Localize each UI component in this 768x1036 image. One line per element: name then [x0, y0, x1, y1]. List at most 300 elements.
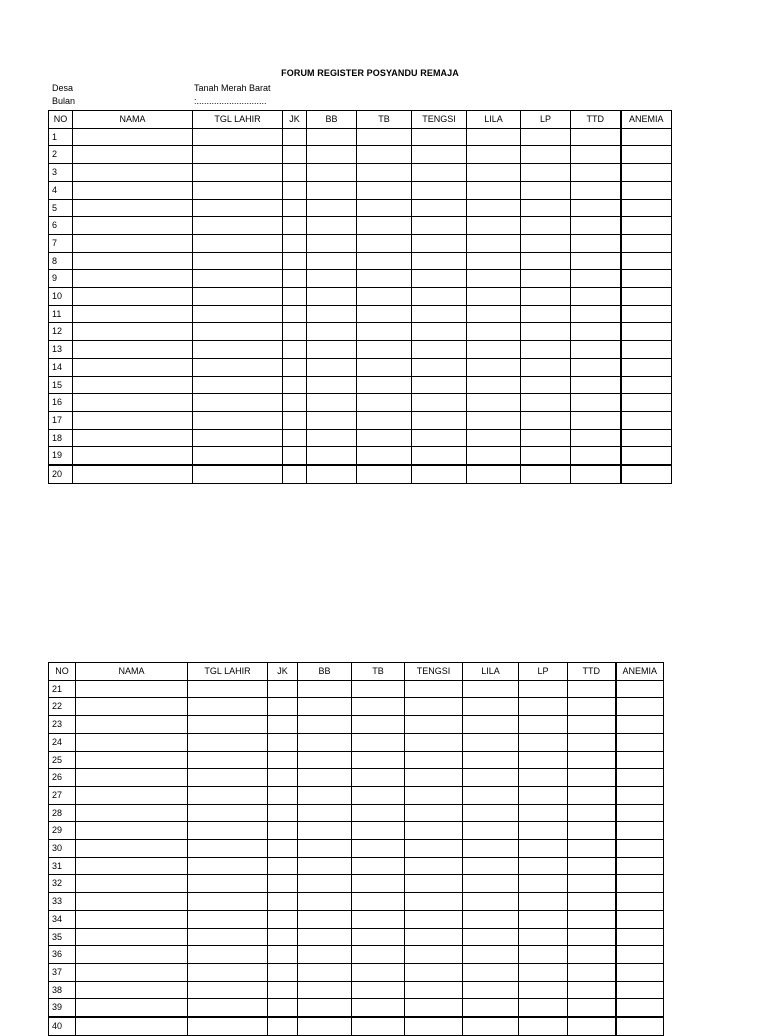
cell-anemia [616, 716, 664, 734]
cell-anemia [616, 963, 664, 981]
cell-lp [519, 698, 568, 716]
cell-lp [519, 716, 568, 734]
cell-tengsi [405, 928, 463, 946]
cell-tgl-lahir [193, 288, 283, 306]
cell-tgl-lahir [188, 733, 268, 751]
row-number: 5 [49, 199, 73, 217]
cell-lp [521, 252, 571, 270]
cell-bb [298, 840, 352, 858]
cell-tengsi [412, 429, 467, 447]
cell-lp [521, 358, 571, 376]
cell-tb [352, 946, 405, 964]
cell-nama [76, 786, 188, 804]
table-header-row [49, 111, 672, 129]
cell-anemia [616, 910, 664, 928]
cell-tengsi [405, 769, 463, 787]
table-row [49, 234, 672, 252]
cell-anemia [616, 946, 664, 964]
cell-anemia [621, 323, 672, 341]
cell-tengsi [412, 358, 467, 376]
cell-lp [519, 928, 568, 946]
cell-jk [268, 698, 298, 716]
cell-nama [76, 680, 188, 698]
row-number: 19 [49, 447, 73, 465]
cell-nama [73, 164, 193, 182]
table-row [49, 857, 664, 875]
cell-tb [357, 199, 412, 217]
table-row [49, 376, 672, 394]
row-number: 27 [49, 786, 76, 804]
cell-lila [467, 376, 521, 394]
cell-jk [283, 217, 307, 235]
cell-lila [463, 786, 519, 804]
cell-anemia [616, 1017, 664, 1035]
cell-tengsi [412, 341, 467, 359]
table-row [49, 910, 664, 928]
cell-tengsi [405, 963, 463, 981]
table-row [49, 840, 664, 858]
cell-anemia [621, 394, 672, 412]
cell-tengsi [412, 199, 467, 217]
cell-nama [73, 341, 193, 359]
cell-tb [352, 680, 405, 698]
bulan-label: Bulan [52, 96, 76, 106]
cell-tgl-lahir [193, 429, 283, 447]
cell-tb [357, 376, 412, 394]
cell-lp [519, 769, 568, 787]
cell-jk [283, 323, 307, 341]
cell-ttd [571, 376, 621, 394]
row-number: 10 [49, 288, 73, 306]
cell-lp [519, 733, 568, 751]
cell-tengsi [405, 716, 463, 734]
row-number: 39 [49, 999, 76, 1017]
table-row [49, 716, 664, 734]
column-header-tengsi: TENGSI [405, 663, 463, 681]
row-number: 9 [49, 270, 73, 288]
cell-tengsi [405, 840, 463, 858]
cell-anemia [621, 252, 672, 270]
cell-tgl-lahir [188, 893, 268, 911]
cell-tgl-lahir [193, 447, 283, 465]
cell-ttd [568, 733, 616, 751]
cell-jk [268, 928, 298, 946]
cell-jk [283, 128, 307, 146]
cell-jk [268, 999, 298, 1017]
cell-nama [76, 822, 188, 840]
cell-tengsi [405, 1017, 463, 1035]
cell-tb [357, 288, 412, 306]
cell-jk [283, 181, 307, 199]
cell-bb [298, 946, 352, 964]
table-row [49, 893, 664, 911]
column-header-anemia: ANEMIA [621, 111, 672, 129]
cell-nama [76, 769, 188, 787]
cell-anemia [621, 429, 672, 447]
cell-nama [73, 394, 193, 412]
cell-lila [463, 840, 519, 858]
cell-jk [283, 146, 307, 164]
cell-tgl-lahir [188, 751, 268, 769]
cell-tb [352, 786, 405, 804]
cell-ttd [568, 946, 616, 964]
desa-label: Desa [52, 83, 74, 93]
row-number: 18 [49, 429, 73, 447]
cell-anemia [616, 999, 664, 1017]
table-row [49, 358, 672, 376]
cell-bb [307, 465, 357, 483]
row-number: 15 [49, 376, 73, 394]
cell-tgl-lahir [188, 981, 268, 999]
table-row [49, 217, 672, 235]
cell-tb [357, 341, 412, 359]
cell-tgl-lahir [188, 804, 268, 822]
cell-nama [76, 928, 188, 946]
column-header-jk: JK [283, 111, 307, 129]
cell-jk [283, 199, 307, 217]
cell-jk [268, 680, 298, 698]
cell-bb [307, 288, 357, 306]
cell-tb [352, 875, 405, 893]
cell-ttd [568, 698, 616, 716]
cell-tgl-lahir [188, 769, 268, 787]
row-number: 13 [49, 341, 73, 359]
column-header-tgl-lahir: TGL LAHIR [188, 663, 268, 681]
register-table-2 [48, 662, 664, 1036]
column-header-tb: TB [352, 663, 405, 681]
cell-tgl-lahir [188, 840, 268, 858]
cell-bb [298, 804, 352, 822]
cell-lp [521, 323, 571, 341]
cell-tb [352, 1017, 405, 1035]
table-row [49, 305, 672, 323]
cell-jk [268, 751, 298, 769]
cell-tgl-lahir [193, 394, 283, 412]
row-number: 35 [49, 928, 76, 946]
cell-tengsi [405, 893, 463, 911]
cell-tengsi [412, 128, 467, 146]
cell-tb [352, 981, 405, 999]
cell-lp [521, 411, 571, 429]
cell-lila [467, 199, 521, 217]
cell-nama [73, 376, 193, 394]
cell-lp [519, 822, 568, 840]
cell-lila [463, 804, 519, 822]
cell-tengsi [405, 698, 463, 716]
cell-anemia [616, 680, 664, 698]
cell-ttd [568, 716, 616, 734]
cell-jk [283, 411, 307, 429]
cell-tgl-lahir [188, 857, 268, 875]
cell-tb [352, 857, 405, 875]
cell-tengsi [405, 857, 463, 875]
cell-nama [73, 199, 193, 217]
table-row [49, 323, 672, 341]
cell-tb [357, 429, 412, 447]
cell-tgl-lahir [188, 963, 268, 981]
cell-ttd [571, 305, 621, 323]
cell-lila [467, 394, 521, 412]
cell-tgl-lahir [188, 680, 268, 698]
cell-tengsi [412, 465, 467, 483]
cell-nama [76, 875, 188, 893]
cell-bb [298, 680, 352, 698]
cell-tb [352, 751, 405, 769]
row-number: 11 [49, 305, 73, 323]
table-row [49, 946, 664, 964]
cell-anemia [621, 128, 672, 146]
cell-bb [298, 822, 352, 840]
cell-tengsi [405, 875, 463, 893]
cell-nama [73, 323, 193, 341]
cell-lila [463, 928, 519, 946]
cell-jk [268, 910, 298, 928]
cell-bb [298, 875, 352, 893]
cell-ttd [571, 146, 621, 164]
cell-tb [352, 733, 405, 751]
cell-nama [76, 963, 188, 981]
cell-ttd [568, 751, 616, 769]
cell-tengsi [412, 305, 467, 323]
cell-nama [73, 270, 193, 288]
cell-nama [76, 698, 188, 716]
cell-lp [521, 128, 571, 146]
column-header-ttd: TTD [568, 663, 616, 681]
cell-lila [467, 181, 521, 199]
cell-ttd [568, 999, 616, 1017]
cell-anemia [621, 411, 672, 429]
cell-ttd [568, 1017, 616, 1035]
cell-lila [463, 946, 519, 964]
cell-tb [357, 305, 412, 323]
cell-tgl-lahir [188, 946, 268, 964]
row-number: 23 [49, 716, 76, 734]
cell-bb [307, 128, 357, 146]
cell-bb [307, 305, 357, 323]
cell-lila [463, 963, 519, 981]
table-row [49, 928, 664, 946]
column-header-lila: LILA [463, 663, 519, 681]
form-title: FORUM REGISTER POSYANDU REMAJA [281, 68, 459, 78]
cell-tb [352, 769, 405, 787]
table-row [49, 181, 672, 199]
cell-nama [73, 305, 193, 323]
row-number: 36 [49, 946, 76, 964]
table-row [49, 1017, 664, 1035]
cell-lp [521, 376, 571, 394]
cell-ttd [568, 822, 616, 840]
cell-tengsi [405, 804, 463, 822]
cell-tb [357, 217, 412, 235]
cell-lila [463, 698, 519, 716]
table-row [49, 981, 664, 999]
cell-lp [521, 181, 571, 199]
cell-tengsi [412, 217, 467, 235]
table-row [49, 680, 664, 698]
cell-bb [298, 1017, 352, 1035]
cell-lp [521, 429, 571, 447]
cell-tengsi [412, 376, 467, 394]
cell-anemia [616, 786, 664, 804]
cell-bb [298, 910, 352, 928]
cell-jk [283, 234, 307, 252]
cell-anemia [616, 893, 664, 911]
cell-tgl-lahir [188, 716, 268, 734]
row-number: 16 [49, 394, 73, 412]
cell-tengsi [412, 411, 467, 429]
cell-lp [521, 447, 571, 465]
cell-tb [352, 910, 405, 928]
table-row [49, 146, 672, 164]
cell-ttd [571, 252, 621, 270]
table-row [49, 128, 672, 146]
cell-lila [467, 429, 521, 447]
cell-jk [283, 447, 307, 465]
cell-lp [519, 1017, 568, 1035]
cell-jk [268, 840, 298, 858]
cell-anemia [621, 234, 672, 252]
cell-lp [519, 857, 568, 875]
cell-lila [467, 128, 521, 146]
column-header-anemia: ANEMIA [616, 663, 664, 681]
cell-lp [521, 305, 571, 323]
cell-ttd [568, 910, 616, 928]
cell-tengsi [412, 164, 467, 182]
cell-tengsi [405, 751, 463, 769]
table-row [49, 786, 664, 804]
cell-lila [467, 234, 521, 252]
cell-tengsi [412, 234, 467, 252]
table-row [49, 411, 672, 429]
cell-lila [463, 769, 519, 787]
table-row [49, 999, 664, 1017]
cell-tengsi [405, 981, 463, 999]
cell-lila [467, 217, 521, 235]
cell-bb [307, 376, 357, 394]
cell-lila [467, 323, 521, 341]
cell-tb [352, 963, 405, 981]
column-header-bb: BB [307, 111, 357, 129]
cell-ttd [571, 128, 621, 146]
cell-lila [463, 981, 519, 999]
cell-tgl-lahir [188, 928, 268, 946]
cell-ttd [568, 963, 616, 981]
cell-anemia [621, 199, 672, 217]
cell-lila [463, 680, 519, 698]
cell-tgl-lahir [193, 411, 283, 429]
cell-tengsi [405, 999, 463, 1017]
cell-nama [76, 946, 188, 964]
cell-tgl-lahir [188, 698, 268, 716]
cell-tb [357, 323, 412, 341]
cell-jk [283, 429, 307, 447]
row-number: 34 [49, 910, 76, 928]
cell-jk [283, 376, 307, 394]
cell-nama [73, 411, 193, 429]
cell-lp [519, 963, 568, 981]
cell-jk [268, 981, 298, 999]
cell-bb [307, 146, 357, 164]
table-row [49, 804, 664, 822]
row-number: 20 [49, 465, 73, 483]
cell-ttd [571, 288, 621, 306]
cell-nama [73, 358, 193, 376]
cell-tgl-lahir [193, 128, 283, 146]
table-header-row [49, 663, 664, 681]
cell-tengsi [412, 288, 467, 306]
table-row [49, 698, 664, 716]
cell-bb [298, 963, 352, 981]
row-number: 32 [49, 875, 76, 893]
cell-jk [268, 963, 298, 981]
row-number: 30 [49, 840, 76, 858]
cell-bb [298, 769, 352, 787]
row-number: 38 [49, 981, 76, 999]
cell-tb [357, 270, 412, 288]
cell-jk [283, 465, 307, 483]
cell-nama [76, 751, 188, 769]
row-number: 3 [49, 164, 73, 182]
cell-nama [73, 234, 193, 252]
cell-ttd [571, 429, 621, 447]
column-header-nama: NAMA [76, 663, 188, 681]
row-number: 26 [49, 769, 76, 787]
cell-jk [283, 305, 307, 323]
cell-anemia [616, 840, 664, 858]
cell-bb [307, 270, 357, 288]
column-header-lp: LP [521, 111, 571, 129]
cell-bb [298, 751, 352, 769]
cell-tb [357, 447, 412, 465]
cell-nama [73, 429, 193, 447]
desa-value: Tanah Merah Barat [194, 83, 271, 93]
cell-lila [463, 751, 519, 769]
cell-lila [467, 447, 521, 465]
cell-bb [307, 394, 357, 412]
table-row [49, 252, 672, 270]
cell-ttd [571, 164, 621, 182]
cell-jk [283, 341, 307, 359]
table-row [49, 769, 664, 787]
cell-nama [76, 981, 188, 999]
row-number: 8 [49, 252, 73, 270]
row-number: 6 [49, 217, 73, 235]
cell-jk [268, 857, 298, 875]
column-header-no: NO [49, 663, 76, 681]
cell-nama [76, 999, 188, 1017]
cell-lp [521, 270, 571, 288]
cell-tgl-lahir [188, 1017, 268, 1035]
cell-tgl-lahir [188, 910, 268, 928]
cell-tgl-lahir [193, 181, 283, 199]
cell-anemia [621, 217, 672, 235]
cell-tgl-lahir [193, 358, 283, 376]
table-row [49, 751, 664, 769]
cell-anemia [616, 822, 664, 840]
row-number: 28 [49, 804, 76, 822]
row-number: 24 [49, 733, 76, 751]
cell-bb [307, 341, 357, 359]
cell-tb [357, 128, 412, 146]
cell-tgl-lahir [188, 875, 268, 893]
cell-anemia [616, 875, 664, 893]
cell-nama [76, 840, 188, 858]
row-number: 21 [49, 680, 76, 698]
cell-lila [467, 252, 521, 270]
cell-ttd [571, 199, 621, 217]
cell-anemia [616, 733, 664, 751]
cell-tgl-lahir [193, 305, 283, 323]
